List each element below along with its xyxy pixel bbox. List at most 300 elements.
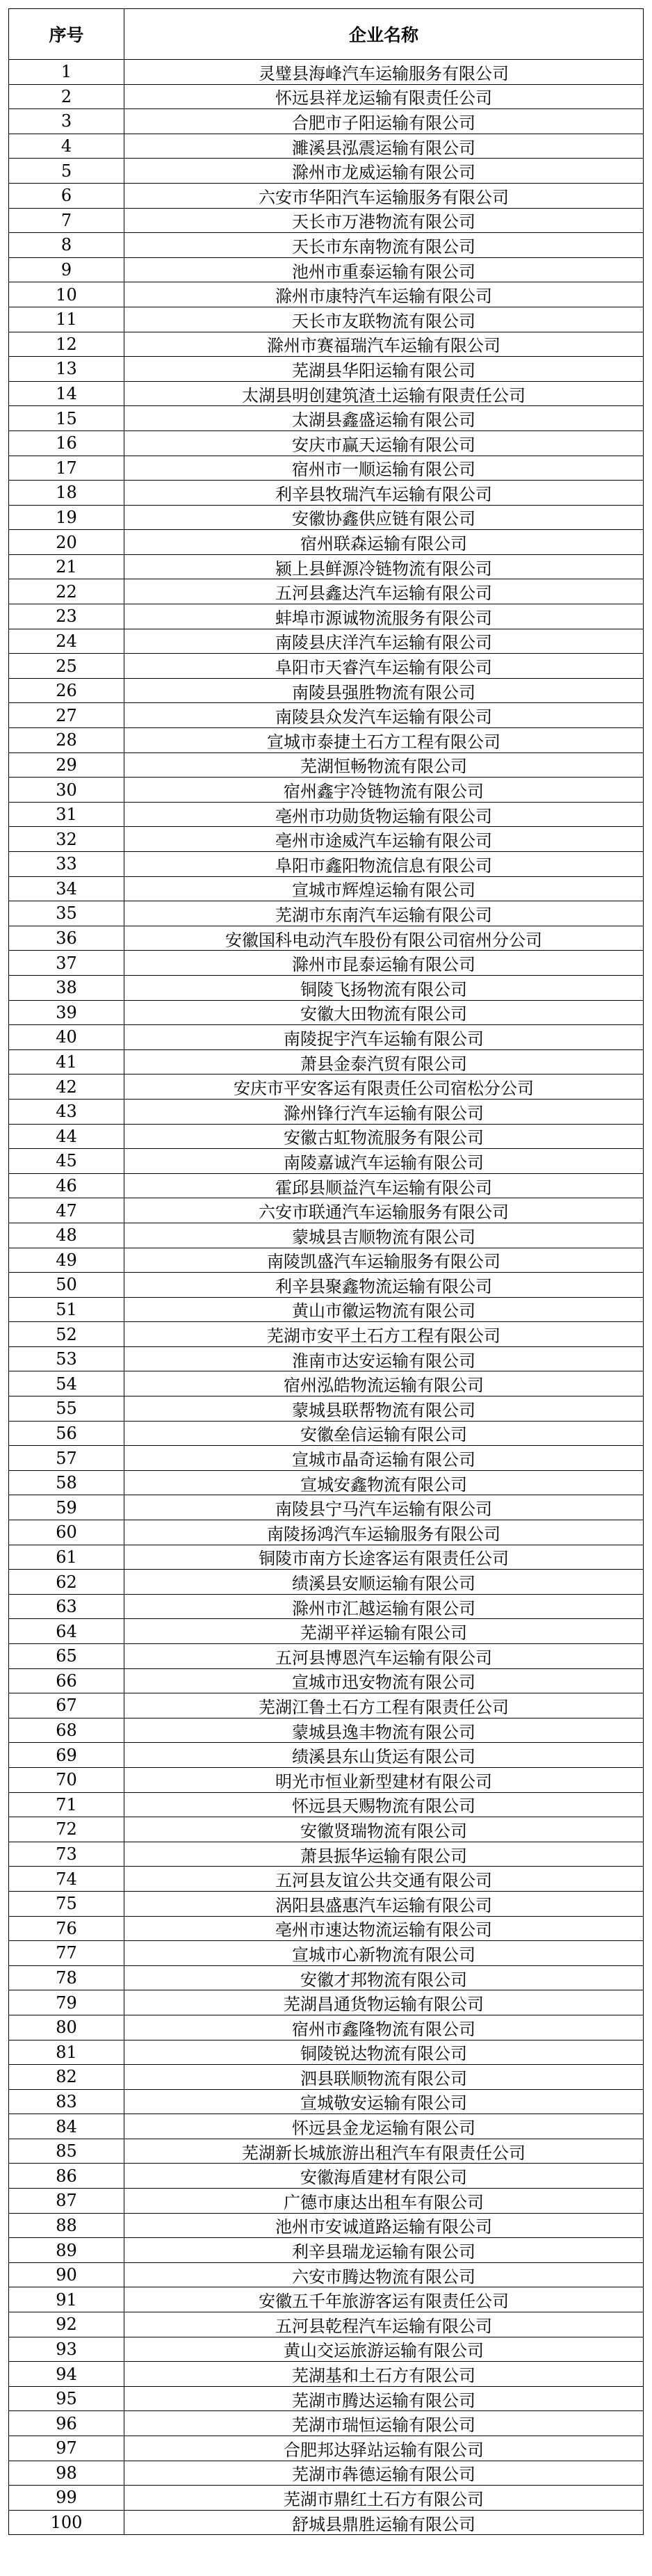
serial-number-cell: 92: [9, 2312, 124, 2337]
table-row: [8, 60, 644, 85]
table-row: [8, 2411, 644, 2436]
company-name-cell: 广德市康达出租车有限公司: [284, 2192, 484, 2212]
serial-number-cell: 40: [9, 1025, 124, 1049]
serial-number-cell: 27: [9, 703, 124, 727]
table-row: [8, 1050, 644, 1075]
company-name-cell: 铜陵飞扬物流有限公司: [300, 979, 467, 999]
table-row: [8, 654, 644, 679]
serial-number-cell: 12: [9, 332, 124, 357]
serial-number-cell: 67: [9, 1693, 124, 1718]
company-name-cell: 铜陵锐达物流有限公司: [300, 2044, 467, 2064]
table-row: [8, 2238, 644, 2263]
table-row: [8, 1422, 644, 1447]
table-row: [8, 2436, 644, 2461]
table-row: [8, 2461, 644, 2486]
company-name-cell: 濉溪县泓震运输有限公司: [292, 138, 475, 158]
company-name-cell: 南陵凯盛汽车运输服务有限公司: [267, 1252, 500, 1272]
header-company-name: 企业名称: [348, 25, 418, 45]
serial-number-cell: 59: [9, 1495, 124, 1520]
table-row: [8, 1198, 644, 1223]
company-name-cell: 六安市腾达物流有限公司: [292, 2267, 475, 2287]
table-row: [8, 679, 644, 704]
company-name-cell: 宿州鑫宇冷链物流有限公司: [284, 782, 484, 802]
table-row: [8, 357, 644, 382]
company-name-cell: 安徽才邦物流有限公司: [300, 1970, 467, 1990]
table-row: [8, 1149, 644, 1174]
company-name-cell: 南陵扬鸿汽车运输服务有限公司: [267, 1524, 500, 1544]
company-name-cell: 宣城市晶奇运输有限公司: [292, 1450, 475, 1470]
table-row: [8, 852, 644, 877]
company-name-cell: 芜湖市鼎红土石方有限公司: [284, 2489, 484, 2509]
table-row: [8, 2189, 644, 2214]
table-row: [8, 1545, 644, 1570]
table-row: [8, 1223, 644, 1248]
company-name-cell: 五河县友谊公共交通有限公司: [275, 1871, 492, 1891]
table-row: [8, 1817, 644, 1842]
company-name-cell: 利辛县瑞龙运输有限公司: [292, 2242, 475, 2262]
table-row: [8, 951, 644, 976]
serial-number-cell: 4: [9, 134, 124, 159]
serial-number-cell: 99: [9, 2486, 124, 2510]
serial-number-cell: 84: [9, 2114, 124, 2139]
company-name-cell: 六安市联通汽车运输服务有限公司: [259, 1202, 509, 1223]
serial-number-cell: 61: [9, 1545, 124, 1570]
company-name-cell: 天长市万港物流有限公司: [292, 212, 475, 232]
serial-number-cell: 20: [9, 530, 124, 554]
table-row: [8, 1793, 644, 1818]
serial-number-cell: 55: [9, 1396, 124, 1421]
serial-number-cell: 34: [9, 877, 124, 901]
table-header: [8, 8, 644, 60]
company-name-cell: 滁州市赛福瑞汽车运输有限公司: [267, 336, 500, 356]
company-name-cell: 安徽古虹物流服务有限公司: [284, 1128, 484, 1148]
serial-number-cell: 85: [9, 2139, 124, 2164]
serial-number-cell: 31: [9, 803, 124, 827]
company-name-cell: 滁州锋行汽车运输有限公司: [284, 1103, 484, 1123]
company-name-cell: 宿州泓皓物流运输有限公司: [284, 1376, 484, 1396]
company-name-cell: 安庆市赢天运输有限公司: [292, 435, 475, 455]
serial-number-cell: 13: [9, 357, 124, 381]
table-row: [8, 1347, 644, 1372]
company-name-cell: 利辛县牧瑞汽车运输有限公司: [275, 484, 492, 504]
serial-number-cell: 1: [9, 60, 124, 84]
company-name-cell: 萧县金泰汽贸有限公司: [300, 1054, 467, 1074]
serial-number-cell: 36: [9, 926, 124, 951]
table-row: [8, 728, 644, 753]
company-name-cell: 怀远县祥龙运输有限责任公司: [275, 88, 492, 108]
company-name-cell: 合肥邦达驿站运输有限公司: [284, 2440, 484, 2460]
table-row: [8, 258, 644, 283]
table-row: [8, 506, 644, 531]
table-row: [8, 1495, 644, 1520]
serial-number-cell: 23: [9, 604, 124, 629]
serial-number-cell: 100: [9, 2511, 124, 2535]
table-row: [8, 406, 644, 431]
company-name-cell: 天长市友联物流有限公司: [292, 311, 475, 331]
serial-number-cell: 21: [9, 555, 124, 579]
serial-number-cell: 66: [9, 1669, 124, 1693]
serial-number-cell: 53: [9, 1347, 124, 1371]
company-name-cell: 池州市重泰运输有限公司: [292, 261, 475, 282]
table-row: [8, 1595, 644, 1620]
company-name-cell: 芜湖恒畅物流有限公司: [300, 757, 467, 777]
company-name-cell: 南陵县众发汽车运输有限公司: [275, 707, 492, 727]
table-row: [8, 2486, 644, 2511]
company-name-cell: 明光市恒业新型建材有限公司: [275, 1771, 492, 1792]
company-name-cell: 安徽海盾建材有限公司: [300, 2168, 467, 2188]
company-name-cell: 芜湖市腾达运输有限公司: [292, 2390, 475, 2410]
table-row: [8, 233, 644, 258]
table-row: [8, 1768, 644, 1793]
company-name-cell: 蒙城县吉顺物流有限公司: [292, 1227, 475, 1247]
table-row: [8, 1619, 644, 1644]
company-name-cell: 南陵县强胜物流有限公司: [292, 682, 475, 702]
company-name-cell: 安徽五千年旅游客运有限责任公司: [259, 2292, 509, 2312]
serial-number-cell: 82: [9, 2065, 124, 2089]
company-name-cell: 芜湖新长城旅游出租汽车有限责任公司: [242, 2143, 525, 2163]
table-row: [8, 1669, 644, 1694]
company-name-cell: 五河县鑫达汽车运输有限公司: [275, 583, 492, 604]
table-row: [8, 431, 644, 456]
serial-number-cell: 7: [9, 209, 124, 233]
serial-number-cell: 80: [9, 2015, 124, 2040]
company-name-cell: 芜湖市东南汽车运输有限公司: [275, 905, 492, 925]
company-name-cell: 利辛县聚鑫物流运输有限公司: [275, 1276, 492, 1296]
serial-number-cell: 39: [9, 1001, 124, 1025]
company-name-cell: 宿州市鑫隆物流有限公司: [292, 2019, 475, 2039]
serial-number-cell: 49: [9, 1248, 124, 1273]
serial-number-cell: 29: [9, 753, 124, 778]
serial-number-cell: 22: [9, 579, 124, 604]
company-name-cell: 铜陵市南方长途客运有限责任公司: [259, 1549, 509, 1569]
table-row: [8, 2362, 644, 2387]
table-row: [8, 159, 644, 184]
table-row: [8, 332, 644, 357]
table-row: [8, 2040, 644, 2066]
serial-number-cell: 48: [9, 1223, 124, 1248]
table-row: [8, 2164, 644, 2189]
serial-number-cell: 52: [9, 1322, 124, 1346]
table-row: [8, 778, 644, 803]
serial-number-cell: 25: [9, 654, 124, 678]
serial-number-cell: 15: [9, 406, 124, 430]
company-name-cell: 蒙城县逸丰物流有限公司: [292, 1722, 475, 1742]
serial-number-cell: 73: [9, 1842, 124, 1867]
table-row: [8, 209, 644, 234]
company-name-cell: 亳州市速达物流运输有限公司: [275, 1920, 492, 1940]
company-name-cell: 安徽协鑫供应链有限公司: [292, 509, 475, 529]
company-name-cell: 宣城市心新物流有限公司: [292, 1945, 475, 1965]
serial-number-cell: 83: [9, 2090, 124, 2114]
table-row: [8, 1917, 644, 1942]
serial-number-cell: 72: [9, 1817, 124, 1842]
table-body: [8, 60, 644, 2535]
company-name-cell: 涡阳县盛惠汽车运输有限公司: [275, 1895, 492, 1915]
company-name-cell: 宣城市辉煌运输有限公司: [292, 880, 475, 901]
company-name-cell: 宿州联森运输有限公司: [300, 534, 467, 554]
serial-number-cell: 81: [9, 2040, 124, 2065]
company-name-cell: 南陵嘉诚汽车运输有限公司: [284, 1152, 484, 1173]
serial-number-cell: 91: [9, 2287, 124, 2312]
serial-number-cell: 45: [9, 1149, 124, 1173]
table-row: [8, 1867, 644, 1892]
table-row: [8, 703, 644, 728]
company-name-cell: 颍上县鲜源冷链物流有限公司: [275, 558, 492, 579]
table-row: [8, 1693, 644, 1718]
serial-number-cell: 90: [9, 2263, 124, 2287]
company-name-cell: 阜阳市天睿汽车运输有限公司: [275, 658, 492, 678]
company-name-cell: 安徽垒信运输有限公司: [300, 1425, 467, 1445]
serial-number-cell: 33: [9, 852, 124, 876]
company-name-cell: 安徽国科电动汽车股份有限公司宿州分公司: [225, 930, 542, 950]
serial-number-cell: 47: [9, 1198, 124, 1223]
serial-number-cell: 63: [9, 1595, 124, 1619]
serial-number-cell: 68: [9, 1718, 124, 1743]
serial-number-cell: 75: [9, 1892, 124, 1916]
company-name-cell: 南陵县庆洋汽车运输有限公司: [275, 633, 492, 653]
table-row: [8, 2090, 644, 2115]
serial-number-cell: 93: [9, 2337, 124, 2362]
serial-number-cell: 35: [9, 901, 124, 926]
table-row: [8, 1570, 644, 1595]
company-name-cell: 泗县联顺物流有限公司: [300, 2068, 467, 2088]
serial-number-cell: 10: [9, 282, 124, 307]
table-row: [8, 1273, 644, 1298]
table-row: [8, 2287, 644, 2312]
serial-number-cell: 44: [9, 1125, 124, 1149]
table-row: [8, 926, 644, 951]
table-row: [8, 2114, 644, 2139]
table-row: [8, 2015, 644, 2040]
serial-number-cell: 95: [9, 2387, 124, 2411]
table-row: [8, 629, 644, 654]
table-row: [8, 1718, 644, 1744]
serial-number-cell: 65: [9, 1644, 124, 1668]
serial-number-cell: 38: [9, 976, 124, 1000]
table-row: [8, 2065, 644, 2090]
company-name-cell: 芜湖市瑞恒运输有限公司: [292, 2415, 475, 2436]
table-row: [8, 1322, 644, 1347]
table-row: [8, 530, 644, 555]
table-row: [8, 109, 644, 134]
company-name-cell: 芜湖平祥运输有限公司: [300, 1623, 467, 1643]
company-name-cell: 六安市华阳汽车运输服务有限公司: [259, 187, 509, 207]
company-name-cell: 南陵县宁马汽车运输有限公司: [275, 1499, 492, 1520]
header-serial-number: 序号: [9, 9, 124, 59]
table-row: [8, 134, 644, 159]
serial-number-cell: 70: [9, 1768, 124, 1792]
company-name-cell: 阜阳市鑫阳物流信息有限公司: [275, 855, 492, 876]
company-name-cell: 芜湖市犇德运输有限公司: [292, 2465, 475, 2485]
table-row: [8, 282, 644, 307]
company-name-cell: 怀远县天赐物流有限公司: [292, 1796, 475, 1817]
company-name-cell: 宿州市一顺运输有限公司: [292, 460, 475, 480]
table-row: [8, 803, 644, 828]
company-name-cell: 宣城市迅安物流有限公司: [292, 1673, 475, 1693]
company-name-cell: 舒城县鼎胜运输有限公司: [292, 2514, 475, 2534]
table-row: [8, 1371, 644, 1396]
table-row: [8, 877, 644, 902]
serial-number-cell: 43: [9, 1100, 124, 1124]
company-name-cell: 灵璧县海峰汽车运输服务有限公司: [259, 63, 509, 83]
company-name-cell: 天长市东南物流有限公司: [292, 236, 475, 257]
company-name-cell: 太湖县鑫盛运输有限公司: [292, 410, 475, 430]
table-row: [8, 184, 644, 209]
serial-number-cell: 17: [9, 456, 124, 481]
table-row: [8, 827, 644, 852]
serial-number-cell: 32: [9, 827, 124, 851]
serial-number-cell: 9: [9, 258, 124, 282]
company-name-cell: 安徽大田物流有限公司: [300, 1004, 467, 1024]
serial-number-cell: 78: [9, 1966, 124, 1990]
serial-number-cell: 64: [9, 1619, 124, 1643]
table-row: [8, 85, 644, 110]
table-row: [8, 2337, 644, 2362]
company-name-cell: 怀远县金龙运输有限公司: [292, 2118, 475, 2139]
serial-number-cell: 46: [9, 1174, 124, 1198]
table-row: [8, 1001, 644, 1026]
company-name-cell: 芜湖基和土石方有限公司: [292, 2366, 475, 2386]
serial-number-cell: 77: [9, 1941, 124, 1965]
serial-number-cell: 8: [9, 233, 124, 257]
company-name-cell: 亳州市功勋货物运输有限公司: [275, 806, 492, 826]
serial-number-cell: 5: [9, 159, 124, 183]
company-name-cell: 蚌埠市源诚物流服务有限公司: [275, 608, 492, 628]
company-name-cell: 宣城市泰捷土石方工程有限公司: [267, 732, 500, 752]
serial-number-cell: 58: [9, 1471, 124, 1495]
serial-number-cell: 88: [9, 2214, 124, 2238]
serial-number-cell: 86: [9, 2164, 124, 2188]
serial-number-cell: 57: [9, 1446, 124, 1470]
serial-number-cell: 60: [9, 1520, 124, 1545]
serial-number-cell: 42: [9, 1074, 124, 1099]
serial-number-cell: 71: [9, 1793, 124, 1817]
table-row: [8, 976, 644, 1001]
table-row: [8, 1990, 644, 2015]
serial-number-cell: 56: [9, 1422, 124, 1446]
serial-number-cell: 74: [9, 1867, 124, 1891]
serial-number-cell: 54: [9, 1371, 124, 1396]
serial-number-cell: 37: [9, 951, 124, 975]
company-name-cell: 宣城安鑫物流有限公司: [300, 1474, 467, 1495]
table-row: [8, 481, 644, 506]
serial-number-cell: 89: [9, 2238, 124, 2262]
table-row: [8, 604, 644, 629]
table-row: [8, 2263, 644, 2288]
serial-number-cell: 79: [9, 1990, 124, 2015]
company-name-cell: 芜湖县华阳运输有限公司: [292, 360, 475, 380]
serial-number-cell: 11: [9, 307, 124, 332]
table-row: [8, 1743, 644, 1768]
table-row: [8, 901, 644, 926]
company-name-cell: 霍邱县顺益汽车运输有限公司: [275, 1177, 492, 1198]
table-row: [8, 1074, 644, 1100]
company-name-cell: 南陵捉宇汽车运输有限公司: [284, 1029, 484, 1049]
serial-number-cell: 3: [9, 109, 124, 134]
company-name-cell: 宣城敬安运输有限公司: [300, 2093, 467, 2114]
company-name-cell: 合肥市子阳运输有限公司: [292, 113, 475, 133]
table-row: [8, 1125, 644, 1150]
table-row: [8, 1520, 644, 1545]
serial-number-cell: 26: [9, 679, 124, 703]
company-name-cell: 滁州市汇越运输有限公司: [292, 1598, 475, 1618]
table-row: [8, 2511, 644, 2536]
company-name-cell: 蒙城县联帮物流有限公司: [292, 1400, 475, 1420]
company-name-cell: 五河县乾程汽车运输有限公司: [275, 2316, 492, 2336]
serial-number-cell: 30: [9, 778, 124, 802]
table-row: [8, 2312, 644, 2337]
serial-number-cell: 50: [9, 1273, 124, 1297]
table-row: [8, 1248, 644, 1273]
table-row: [8, 1396, 644, 1422]
company-name-cell: 绩溪县安顺运输有限公司: [292, 1574, 475, 1594]
serial-number-cell: 41: [9, 1050, 124, 1074]
table-row: [8, 1298, 644, 1323]
table-row: [8, 753, 644, 778]
serial-number-cell: 24: [9, 629, 124, 654]
serial-number-cell: 51: [9, 1298, 124, 1322]
serial-number-cell: 16: [9, 431, 124, 456]
serial-number-cell: 28: [9, 728, 124, 752]
table-row: [8, 555, 644, 580]
table-row: [8, 382, 644, 407]
company-name-cell: 五河县博恩汽车运输有限公司: [275, 1648, 492, 1668]
table-row: [8, 2387, 644, 2412]
table-row: [8, 579, 644, 604]
company-name-cell: 芜湖昌通货物运输有限公司: [284, 1995, 484, 2015]
serial-number-cell: 69: [9, 1743, 124, 1767]
table-row: [8, 456, 644, 481]
company-name-cell: 萧县振华运输有限公司: [300, 1846, 467, 1866]
company-name-cell: 滁州市康特汽车运输有限公司: [275, 287, 492, 307]
company-name-cell: 黄山交运旅游运输有限公司: [284, 2341, 484, 2361]
table-row: [8, 1100, 644, 1125]
company-name-cell: 滁州市龙威运输有限公司: [292, 163, 475, 183]
table-row: [8, 1446, 644, 1471]
serial-number-cell: 96: [9, 2411, 124, 2436]
serial-number-cell: 94: [9, 2362, 124, 2386]
serial-number-cell: 87: [9, 2189, 124, 2213]
company-name-cell: 安徽贤瑞物流有限公司: [300, 1821, 467, 1841]
table-row: [8, 1174, 644, 1199]
serial-number-cell: 19: [9, 506, 124, 530]
company-name-cell: 芜湖江鲁土石方工程有限责任公司: [259, 1697, 509, 1717]
table-row: [8, 1892, 644, 1917]
serial-number-cell: 98: [9, 2461, 124, 2486]
company-name-cell: 池州市安诚道路运输有限公司: [275, 2217, 492, 2237]
company-name-cell: 芜湖市安平土石方工程有限公司: [267, 1326, 500, 1346]
table-row: [8, 1966, 644, 1991]
company-table: [8, 8, 644, 2535]
company-name-cell: 太湖县明创建筑渣土运输有限责任公司: [242, 385, 525, 405]
company-name-cell: 安庆市平安客运有限责任公司宿松分公司: [234, 1079, 534, 1099]
serial-number-cell: 62: [9, 1570, 124, 1594]
table-row: [8, 1842, 644, 1867]
table-row: [8, 1644, 644, 1669]
serial-number-cell: 18: [9, 481, 124, 505]
company-name-cell: 黄山市徽运物流有限公司: [292, 1301, 475, 1321]
company-name-cell: 绩溪县东山货运有限公司: [292, 1747, 475, 1767]
company-name-cell: 亳州市途威汽车运输有限公司: [275, 831, 492, 851]
table-row: [8, 307, 644, 332]
serial-number-cell: 76: [9, 1917, 124, 1941]
serial-number-cell: 6: [9, 184, 124, 208]
serial-number-cell: 14: [9, 382, 124, 406]
table-row: [8, 1025, 644, 1050]
table-row: [8, 1471, 644, 1496]
table-row: [8, 2139, 644, 2164]
company-name-cell: 淮南市达安运输有限公司: [292, 1351, 475, 1371]
